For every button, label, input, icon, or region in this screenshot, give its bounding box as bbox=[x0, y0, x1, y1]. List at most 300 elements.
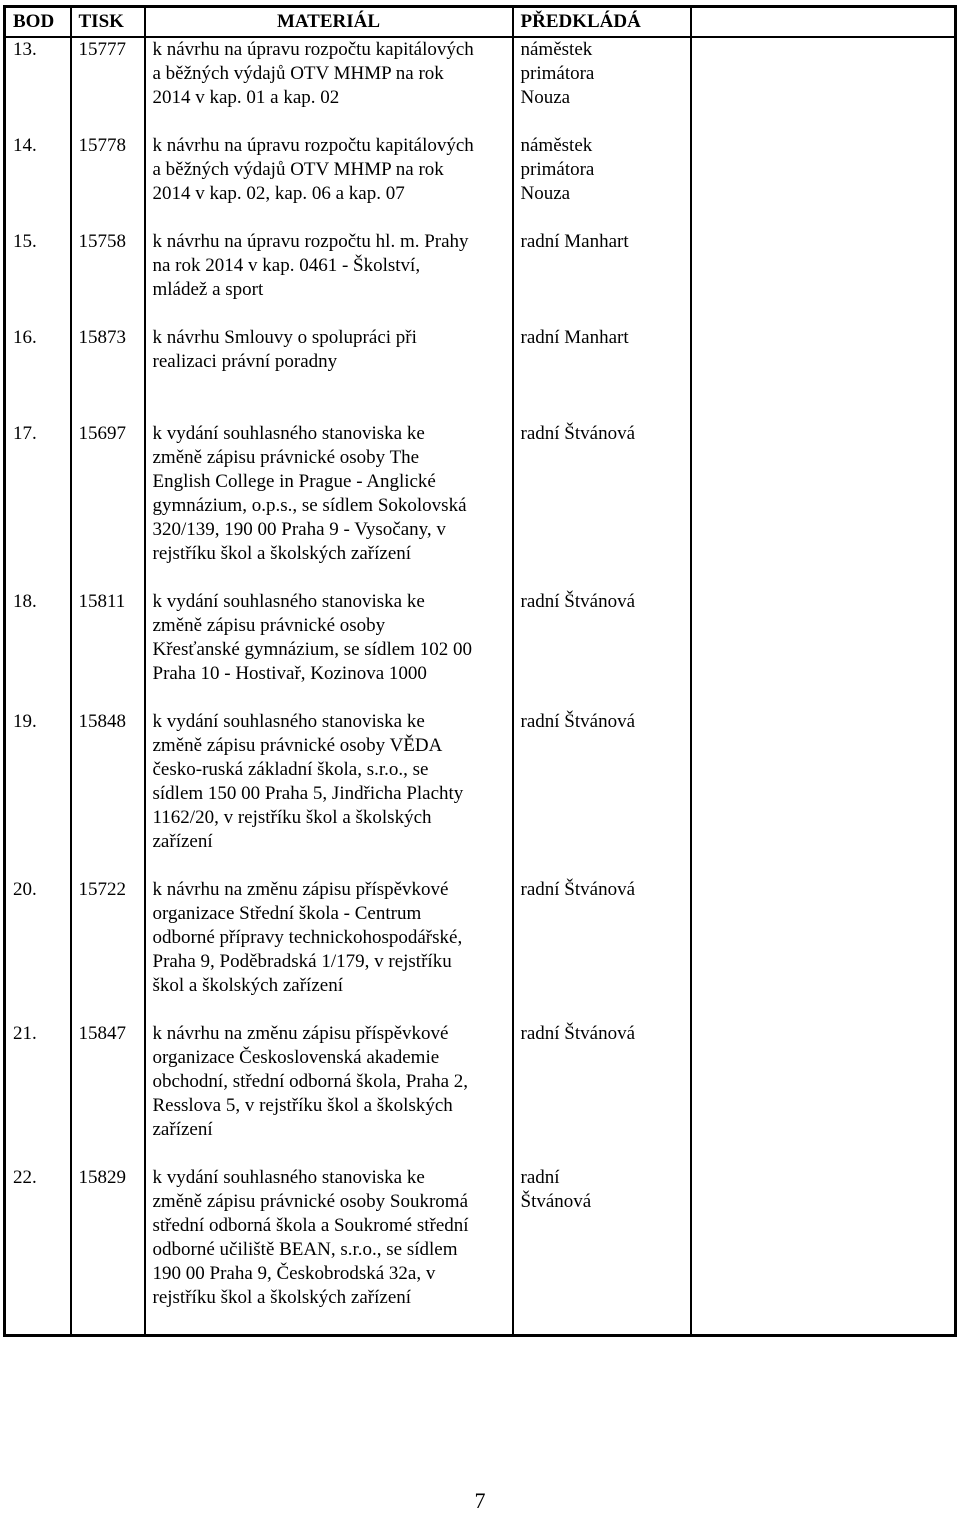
table-row bbox=[5, 37, 956, 62]
table-row-continuation bbox=[5, 1262, 956, 1286]
cell-tisk bbox=[71, 950, 145, 974]
cell-predklada-line bbox=[513, 926, 691, 950]
cell-tisk: 15697 bbox=[71, 422, 145, 446]
cell-tisk bbox=[71, 614, 145, 638]
table-row-continuation bbox=[5, 998, 956, 1022]
cell-predklada-line: radní Štvánová bbox=[513, 590, 691, 614]
cell-tisk bbox=[71, 686, 145, 710]
cell-material-line: English College in Prague - Anglické bbox=[145, 470, 513, 494]
cell-tisk: 15873 bbox=[71, 326, 145, 350]
cell-empty bbox=[691, 182, 956, 206]
cell-bod bbox=[5, 302, 71, 326]
cell-empty bbox=[691, 326, 956, 350]
cell-empty bbox=[691, 830, 956, 854]
cell-bod bbox=[5, 470, 71, 494]
cell-empty bbox=[691, 686, 956, 710]
cell-tisk bbox=[71, 1214, 145, 1238]
cell-empty bbox=[691, 110, 956, 134]
cell-empty bbox=[691, 86, 956, 110]
cell-empty bbox=[691, 62, 956, 86]
cell-bod bbox=[5, 350, 71, 374]
table-row-continuation bbox=[5, 542, 956, 566]
cell-empty bbox=[691, 134, 956, 158]
cell-predklada-line bbox=[513, 494, 691, 518]
table-row-continuation bbox=[5, 1070, 956, 1094]
cell-tisk bbox=[71, 62, 145, 86]
page-number: 7 bbox=[474, 1488, 486, 1513]
cell-empty bbox=[691, 638, 956, 662]
cell-bod bbox=[5, 86, 71, 110]
cell-tisk bbox=[71, 302, 145, 326]
cell-predklada-line bbox=[513, 206, 691, 230]
header-empty bbox=[691, 7, 956, 38]
cell-tisk: 15758 bbox=[71, 230, 145, 254]
table-row-continuation bbox=[5, 1310, 956, 1336]
cell-bod bbox=[5, 830, 71, 854]
cell-predklada-line bbox=[513, 302, 691, 326]
cell-predklada-line bbox=[513, 758, 691, 782]
cell-empty bbox=[691, 998, 956, 1022]
table-row bbox=[5, 134, 956, 158]
cell-material-line bbox=[145, 1142, 513, 1166]
cell-tisk bbox=[71, 254, 145, 278]
table-row-continuation bbox=[5, 350, 956, 374]
cell-bod bbox=[5, 1238, 71, 1262]
cell-predklada-line bbox=[513, 1142, 691, 1166]
cell-bod bbox=[5, 1310, 71, 1336]
cell-empty bbox=[691, 1118, 956, 1142]
cell-predklada-line bbox=[513, 614, 691, 638]
cell-empty bbox=[691, 1022, 956, 1046]
cell-empty bbox=[691, 710, 956, 734]
cell-material-line: k návrhu na úpravu rozpočtu hl. m. Prahy bbox=[145, 230, 513, 254]
table-row-continuation bbox=[5, 806, 956, 830]
cell-predklada-line bbox=[513, 542, 691, 566]
cell-material-line: odborné učiliště BEAN, s.r.o., se sídlem bbox=[145, 1238, 513, 1262]
cell-bod: 14. bbox=[13, 135, 37, 156]
table-row-continuation bbox=[5, 662, 956, 686]
cell-empty bbox=[691, 950, 956, 974]
cell-empty bbox=[691, 1262, 956, 1286]
cell-tisk bbox=[71, 1262, 145, 1286]
table-row bbox=[5, 422, 956, 446]
table-row-continuation bbox=[5, 638, 956, 662]
cell-predklada-line bbox=[513, 470, 691, 494]
cell-empty bbox=[691, 662, 956, 686]
cell-tisk bbox=[71, 86, 145, 110]
cell-material-line: a běžných výdajů OTV MHMP na rok bbox=[145, 62, 513, 86]
cell-material-line: realizaci právní poradny bbox=[145, 350, 513, 374]
cell-predklada-line: Nouza bbox=[513, 86, 691, 110]
table-row-continuation bbox=[5, 182, 956, 206]
cell-bod bbox=[5, 254, 71, 278]
table-row bbox=[5, 878, 956, 902]
cell-empty bbox=[691, 302, 956, 326]
cell-bod bbox=[5, 110, 71, 134]
cell-empty bbox=[691, 878, 956, 902]
cell-empty bbox=[691, 734, 956, 758]
cell-bod: 13. bbox=[13, 39, 37, 60]
cell-bod: 16. bbox=[13, 327, 37, 348]
cell-material-line: Křesťanské gymnázium, se sídlem 102 00 bbox=[145, 638, 513, 662]
cell-tisk bbox=[71, 782, 145, 806]
table-row-continuation bbox=[5, 278, 956, 302]
cell-empty bbox=[691, 206, 956, 230]
cell-bod bbox=[5, 806, 71, 830]
table-row-continuation bbox=[5, 1142, 956, 1166]
cell-material-line bbox=[145, 686, 513, 710]
cell-material-line: k vydání souhlasného stanoviska ke bbox=[145, 1166, 513, 1190]
cell-predklada-line bbox=[513, 854, 691, 878]
cell-empty bbox=[691, 350, 956, 374]
cell-material-line: změně zápisu právnické osoby Soukromá bbox=[145, 1190, 513, 1214]
cell-predklada-line bbox=[513, 350, 691, 374]
cell-bod bbox=[5, 278, 71, 302]
table-row-continuation bbox=[5, 1094, 956, 1118]
cell-material-line: mládež a sport bbox=[145, 278, 513, 302]
cell-bod bbox=[5, 1262, 71, 1286]
cell-tisk bbox=[71, 974, 145, 998]
cell-bod bbox=[5, 374, 71, 398]
cell-tisk: 15829 bbox=[71, 1166, 145, 1190]
cell-tisk bbox=[71, 902, 145, 926]
cell-tisk bbox=[71, 1238, 145, 1262]
cell-empty bbox=[691, 1070, 956, 1094]
table-row bbox=[5, 1022, 956, 1046]
cell-empty bbox=[691, 1142, 956, 1166]
cell-predklada-line bbox=[513, 1070, 691, 1094]
cell-predklada-line: Nouza bbox=[513, 182, 691, 206]
cell-tisk bbox=[71, 1094, 145, 1118]
cell-material-line: 2014 v kap. 02, kap. 06 a kap. 07 bbox=[145, 182, 513, 206]
cell-empty bbox=[691, 470, 956, 494]
table-row-continuation bbox=[5, 830, 956, 854]
cell-empty bbox=[691, 542, 956, 566]
table-row-continuation bbox=[5, 1190, 956, 1214]
cell-empty bbox=[691, 374, 956, 398]
table-row-continuation bbox=[5, 446, 956, 470]
table-row-continuation bbox=[5, 206, 956, 230]
cell-tisk bbox=[71, 1286, 145, 1310]
cell-tisk bbox=[71, 566, 145, 590]
cell-predklada-line: Štvánová bbox=[513, 1190, 691, 1214]
cell-material-line: Praha 9, Poděbradská 1/179, v rejstříku bbox=[145, 950, 513, 974]
cell-bod: 17. bbox=[13, 423, 37, 444]
cell-material-line: na rok 2014 v kap. 0461 - Školství, bbox=[145, 254, 513, 278]
cell-tisk bbox=[71, 446, 145, 470]
cell-empty bbox=[691, 518, 956, 542]
cell-material-line: k návrhu Smlouvy o spolupráci při bbox=[145, 326, 513, 350]
cell-predklada-line: primátora bbox=[513, 62, 691, 86]
cell-predklada-line bbox=[513, 1286, 691, 1310]
cell-tisk bbox=[71, 998, 145, 1022]
table-row-continuation bbox=[5, 1046, 956, 1070]
cell-tisk bbox=[71, 542, 145, 566]
cell-material-line: zařízení bbox=[145, 830, 513, 854]
cell-tisk: 15778 bbox=[71, 134, 145, 158]
cell-material-line bbox=[145, 854, 513, 878]
cell-material-line: k návrhu na změnu zápisu příspěvkové bbox=[145, 1022, 513, 1046]
cell-tisk bbox=[71, 830, 145, 854]
cell-material-line: Praha 10 - Hostivař, Kozinova 1000 bbox=[145, 662, 513, 686]
cell-bod bbox=[5, 494, 71, 518]
cell-material-line bbox=[145, 998, 513, 1022]
cell-bod bbox=[5, 62, 71, 86]
cell-predklada-line bbox=[513, 686, 691, 710]
cell-predklada-line bbox=[513, 110, 691, 134]
cell-empty bbox=[691, 1046, 956, 1070]
cell-tisk bbox=[71, 1142, 145, 1166]
cell-predklada-line bbox=[513, 734, 691, 758]
table-row-continuation bbox=[5, 566, 956, 590]
cell-empty bbox=[691, 806, 956, 830]
table-row bbox=[5, 326, 956, 350]
cell-material-line: škol a školských zařízení bbox=[145, 974, 513, 998]
cell-bod bbox=[5, 1094, 71, 1118]
cell-tisk bbox=[71, 158, 145, 182]
agenda-table bbox=[3, 5, 957, 1337]
cell-empty bbox=[691, 902, 956, 926]
table-row-continuation bbox=[5, 974, 956, 998]
cell-material-line bbox=[145, 206, 513, 230]
table-row-continuation bbox=[5, 254, 956, 278]
cell-bod bbox=[5, 446, 71, 470]
table-row-continuation bbox=[5, 614, 956, 638]
cell-tisk bbox=[71, 110, 145, 134]
cell-tisk: 15777 bbox=[71, 37, 145, 62]
cell-predklada-line bbox=[513, 1238, 691, 1262]
cell-predklada-line bbox=[513, 830, 691, 854]
table-row-continuation bbox=[5, 494, 956, 518]
cell-material-line: zařízení bbox=[145, 1118, 513, 1142]
cell-bod bbox=[5, 158, 71, 182]
table-row-continuation bbox=[5, 854, 956, 878]
table-row-continuation bbox=[5, 158, 956, 182]
table-row-continuation bbox=[5, 1214, 956, 1238]
cell-predklada-line bbox=[513, 1214, 691, 1238]
cell-tisk bbox=[71, 638, 145, 662]
cell-predklada-line bbox=[513, 782, 691, 806]
cell-predklada-line bbox=[513, 446, 691, 470]
cell-bod bbox=[5, 518, 71, 542]
table-row-continuation bbox=[5, 734, 956, 758]
cell-empty bbox=[691, 566, 956, 590]
cell-bod: 20. bbox=[13, 879, 37, 900]
cell-material-line: česko-ruská základní škola, s.r.o., se bbox=[145, 758, 513, 782]
cell-predklada-line bbox=[513, 998, 691, 1022]
cell-material-line bbox=[145, 110, 513, 134]
cell-empty bbox=[691, 1190, 956, 1214]
cell-bod bbox=[5, 1118, 71, 1142]
cell-tisk bbox=[71, 806, 145, 830]
table-row-continuation bbox=[5, 302, 956, 326]
cell-empty bbox=[691, 758, 956, 782]
cell-tisk bbox=[71, 758, 145, 782]
cell-bod bbox=[5, 614, 71, 638]
cell-bod: 19. bbox=[13, 711, 37, 732]
cell-predklada-line: primátora bbox=[513, 158, 691, 182]
cell-tisk bbox=[71, 470, 145, 494]
cell-predklada-line bbox=[513, 902, 691, 926]
cell-tisk bbox=[71, 518, 145, 542]
cell-tisk: 15722 bbox=[71, 878, 145, 902]
table-row-continuation bbox=[5, 374, 956, 398]
table-row-continuation bbox=[5, 686, 956, 710]
cell-bod bbox=[5, 182, 71, 206]
cell-bod bbox=[5, 1070, 71, 1094]
cell-bod bbox=[5, 974, 71, 998]
cell-tisk: 15847 bbox=[71, 1022, 145, 1046]
cell-material-line: k vydání souhlasného stanoviska ke bbox=[145, 422, 513, 446]
cell-material-line: 2014 v kap. 01 a kap. 02 bbox=[145, 86, 513, 110]
cell-empty bbox=[691, 614, 956, 638]
cell-tisk bbox=[71, 206, 145, 230]
cell-predklada-line bbox=[513, 1118, 691, 1142]
cell-bod bbox=[5, 782, 71, 806]
cell-material-line: změně zápisu právnické osoby bbox=[145, 614, 513, 638]
cell-material-line: k návrhu na změnu zápisu příspěvkové bbox=[145, 878, 513, 902]
table-row-continuation bbox=[5, 110, 956, 134]
table-row-continuation bbox=[5, 1286, 956, 1310]
cell-predklada-line: radní Štvánová bbox=[513, 878, 691, 902]
cell-bod bbox=[5, 1214, 71, 1238]
cell-material-line: 320/139, 190 00 Praha 9 - Vysočany, v bbox=[145, 518, 513, 542]
cell-predklada-line: radní Štvánová bbox=[513, 710, 691, 734]
table-row bbox=[5, 710, 956, 734]
cell-bod bbox=[5, 398, 71, 422]
cell-bod bbox=[5, 638, 71, 662]
cell-empty bbox=[691, 1238, 956, 1262]
header-tisk: TISK bbox=[71, 7, 145, 38]
cell-bod: 22. bbox=[13, 1167, 37, 1188]
cell-tisk bbox=[71, 854, 145, 878]
cell-bod bbox=[5, 686, 71, 710]
cell-predklada-line bbox=[513, 278, 691, 302]
cell-bod bbox=[5, 758, 71, 782]
table-row bbox=[5, 590, 956, 614]
cell-predklada-line bbox=[513, 1046, 691, 1070]
cell-bod: 18. bbox=[13, 591, 37, 612]
cell-material-line: organizace Československá akademie bbox=[145, 1046, 513, 1070]
cell-predklada-line: radní bbox=[513, 1166, 691, 1190]
cell-predklada-line: radní Štvánová bbox=[513, 422, 691, 446]
table-body bbox=[5, 37, 956, 1336]
cell-material-line: rejstříku škol a školských zařízení bbox=[145, 1286, 513, 1310]
cell-empty bbox=[691, 158, 956, 182]
table-row bbox=[5, 230, 956, 254]
cell-predklada-line: radní Manhart bbox=[513, 326, 691, 350]
cell-material-line: sídlem 150 00 Praha 5, Jindřicha Plachty bbox=[145, 782, 513, 806]
cell-predklada-line bbox=[513, 1094, 691, 1118]
table-row-continuation bbox=[5, 518, 956, 542]
cell-bod bbox=[5, 854, 71, 878]
cell-predklada-line bbox=[513, 806, 691, 830]
cell-predklada-line: náměstek bbox=[513, 37, 691, 62]
cell-empty bbox=[691, 422, 956, 446]
cell-empty bbox=[691, 1166, 956, 1190]
cell-material-line: odborné přípravy technickohospodářské, bbox=[145, 926, 513, 950]
cell-bod bbox=[5, 926, 71, 950]
cell-empty bbox=[691, 254, 956, 278]
cell-tisk bbox=[71, 734, 145, 758]
cell-tisk bbox=[71, 1070, 145, 1094]
table-row bbox=[5, 1166, 956, 1190]
cell-predklada-line bbox=[513, 254, 691, 278]
cell-bod: 15. bbox=[13, 231, 37, 252]
table-header bbox=[5, 7, 956, 38]
cell-material-line: Resslova 5, v rejstříku škol a školských bbox=[145, 1094, 513, 1118]
cell-empty bbox=[691, 494, 956, 518]
cell-bod bbox=[5, 1142, 71, 1166]
cell-material-line: k vydání souhlasného stanoviska ke bbox=[145, 590, 513, 614]
table-row-continuation bbox=[5, 398, 956, 422]
cell-empty bbox=[691, 1094, 956, 1118]
cell-material-line: k návrhu na úpravu rozpočtu kapitálových bbox=[145, 134, 513, 158]
cell-empty bbox=[691, 782, 956, 806]
table-row-continuation bbox=[5, 950, 956, 974]
cell-tisk bbox=[71, 1190, 145, 1214]
cell-predklada-line: radní Manhart bbox=[513, 230, 691, 254]
cell-predklada-line bbox=[513, 950, 691, 974]
cell-empty bbox=[691, 1286, 956, 1310]
cell-material-line bbox=[145, 1310, 513, 1336]
table-row-continuation bbox=[5, 470, 956, 494]
cell-predklada-line bbox=[513, 518, 691, 542]
cell-material-line: změně zápisu právnické osoby VĚDA bbox=[145, 734, 513, 758]
cell-tisk bbox=[71, 278, 145, 302]
cell-predklada-line bbox=[513, 1310, 691, 1336]
table-row-continuation bbox=[5, 782, 956, 806]
cell-tisk bbox=[71, 926, 145, 950]
cell-empty bbox=[691, 398, 956, 422]
cell-bod bbox=[5, 1190, 71, 1214]
header-material: MATERIÁL bbox=[145, 7, 513, 38]
cell-tisk bbox=[71, 182, 145, 206]
table-row-continuation bbox=[5, 758, 956, 782]
cell-empty bbox=[691, 926, 956, 950]
cell-material-line bbox=[145, 398, 513, 422]
cell-bod bbox=[5, 662, 71, 686]
cell-empty bbox=[691, 446, 956, 470]
cell-material-line bbox=[145, 374, 513, 398]
cell-predklada-line bbox=[513, 1262, 691, 1286]
cell-predklada-line bbox=[513, 566, 691, 590]
cell-material-line: k vydání souhlasného stanoviska ke bbox=[145, 710, 513, 734]
cell-predklada-line bbox=[513, 398, 691, 422]
cell-bod bbox=[5, 542, 71, 566]
cell-material-line: změně zápisu právnické osoby The bbox=[145, 446, 513, 470]
cell-bod bbox=[5, 950, 71, 974]
table-row-continuation bbox=[5, 86, 956, 110]
cell-empty bbox=[691, 974, 956, 998]
cell-predklada-line bbox=[513, 638, 691, 662]
cell-empty bbox=[691, 230, 956, 254]
cell-empty bbox=[691, 854, 956, 878]
cell-bod bbox=[5, 734, 71, 758]
cell-empty bbox=[691, 1214, 956, 1238]
cell-material-line: organizace Střední škola - Centrum bbox=[145, 902, 513, 926]
cell-predklada-line: náměstek bbox=[513, 134, 691, 158]
cell-material-line bbox=[145, 566, 513, 590]
cell-bod bbox=[5, 1286, 71, 1310]
cell-material-line: a běžných výdajů OTV MHMP na rok bbox=[145, 158, 513, 182]
table-row-continuation bbox=[5, 926, 956, 950]
cell-predklada-line bbox=[513, 374, 691, 398]
cell-tisk bbox=[71, 398, 145, 422]
cell-material-line: střední odborná škola a Soukromé střední bbox=[145, 1214, 513, 1238]
cell-material-line: 190 00 Praha 9, Českobrodská 32a, v bbox=[145, 1262, 513, 1286]
cell-bod bbox=[5, 566, 71, 590]
